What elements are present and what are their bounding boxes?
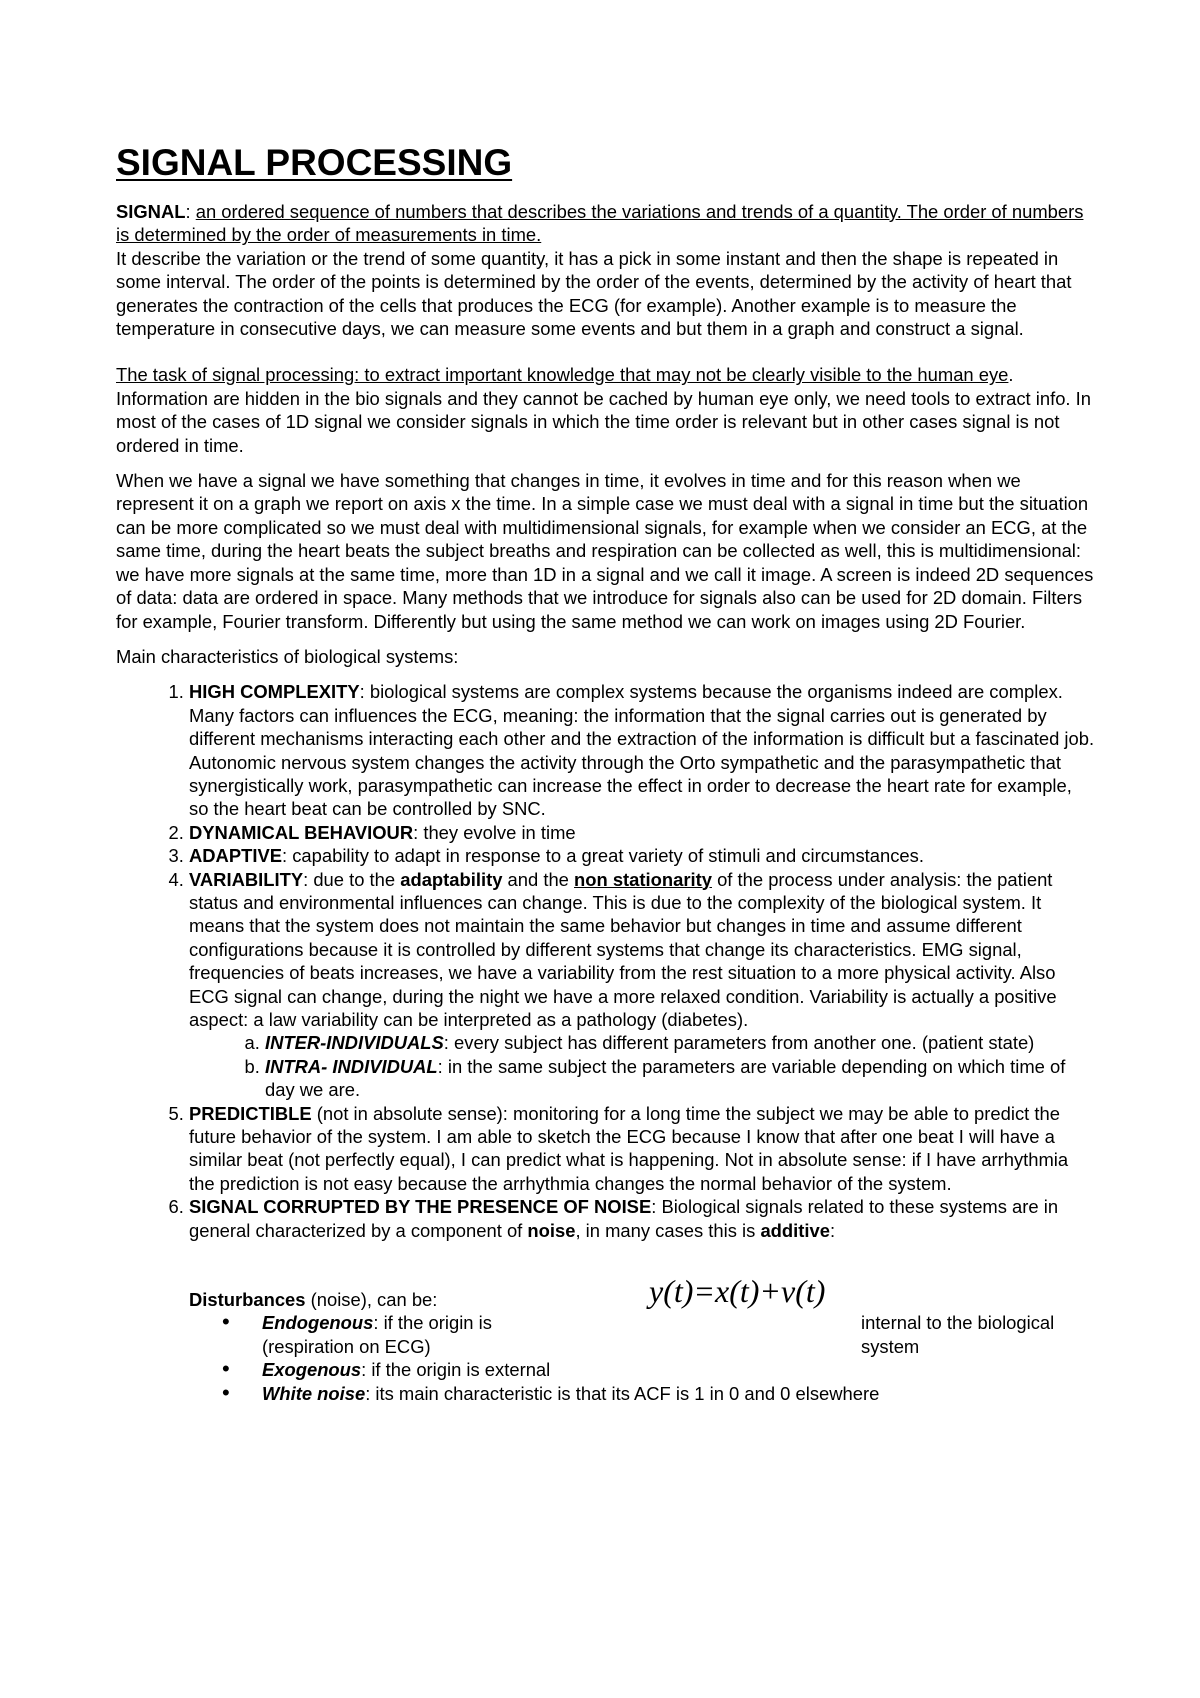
list-item-high-complexity [189, 680, 1096, 820]
item-term: DYNAMICAL BEHAVIOUR [189, 821, 414, 843]
paragraph-task [116, 363, 1096, 457]
list-item-adaptive [189, 844, 1096, 867]
list-item-predictible [189, 1102, 1096, 1196]
task-rest: . Information are hidden in the bio signals and they cannot be cached by human eye only, we need tools to extract info. In most of the cases of 1D signal we consider signals in which the time order is relevant but in other cases signal is not ordered in time. [116, 364, 1091, 456]
list-item-noise [189, 1195, 1096, 1242]
document-page [116, 140, 1096, 1405]
item-text: and the [502, 868, 575, 890]
item-term: SIGNAL CORRUPTED BY THE PRESENCE OF NOISE [189, 1196, 652, 1218]
item-text: of the process under analysis: the patient status and environmental influences can change. This is due to the complexity of the biological system. It means that the system does not maintain the same behavior but changes in time and assume different configurations because it is controlled by different systems that change its characteristics. EMG signal, frequencies of beats increases, we have a variability from the rest situation to a more physical activity. Also ECG signal can change, during the night we have a more relaxed condition. Variability is actually a positive aspect: a law variability can be interpreted as a pathology (diabetes). [189, 868, 1057, 1030]
list-item-dynamical-behaviour [189, 821, 1096, 844]
list-item-variability [189, 868, 1096, 1102]
item-bold-additive: additive [760, 1219, 830, 1241]
item-text: : Biological signals related to these systems are in general characterized by a component of [189, 1196, 1059, 1241]
sub-item-term: INTRA- INDIVIDUAL [265, 1055, 438, 1077]
variability-sublist [189, 1031, 1096, 1101]
item-text: : [829, 1219, 836, 1241]
item-text: : due to the [303, 868, 401, 890]
item-bold-non-stationarity: non stationarity [574, 868, 712, 890]
item-text: : they evolve in time [413, 821, 576, 843]
sub-item-inter-individuals [265, 1031, 1096, 1054]
bullet-text: : its main characteristic is that its ACF is 1 in 0 and 0 elsewhere [365, 1382, 880, 1404]
disturbances-heading [189, 1288, 1096, 1311]
bullet-term: White noise [262, 1382, 366, 1404]
item-text: : biological systems are complex systems because the organisms indeed are complex. Many factors can influences the ECG, meaning: the information that the signal carries out is generated by different mechanisms interacting each other and the extraction of the information is difficult but a fascinated job. Autonomic nervous system changes the activity through the Orto sympathetic and the parasympathetic that synergistically work, parasympathetic can increase the effect in order to decrease the heart rate for example, so the heart beat can be controlled by SNC. [189, 681, 1095, 820]
item-bold-adaptability: adaptability [400, 868, 503, 890]
definition-text: an ordered sequence of numbers that describes the variations and trends of a quantity. The order of numbers is determined by the order of measurements in time. [116, 201, 1084, 246]
item-term: ADAPTIVE [189, 845, 282, 867]
definition-sep: : [185, 201, 196, 222]
item-text: , in many cases this is [575, 1219, 761, 1241]
bullet-text-tail: internal to the biological system [861, 1312, 1055, 1357]
bullet-term: Endogenous [262, 1312, 374, 1334]
item-bold-noise: noise [527, 1219, 576, 1241]
bullet-exogenous [262, 1358, 1096, 1381]
item-text: : capability to adapt in response to a great variety of stimuli and circumstances. [282, 845, 924, 867]
task-underlined: The task of signal processing: to extract important knowledge that may not be clearly visible to the human eye [116, 364, 1009, 386]
bullet-term: Exogenous [262, 1359, 362, 1381]
disturbances-text: (noise), can be: [305, 1289, 438, 1311]
bullet-text: : if the origin is external [361, 1359, 551, 1381]
bullet-text: : if the origin is [373, 1312, 492, 1334]
bullet-white-noise [262, 1382, 1096, 1405]
bullet-text-continued: (respiration on ECG) [262, 1335, 431, 1357]
item-text: (not in absolute sense): monitoring for a long time the subject we may be able to predict the future behavior of the system. I am able to sketch the ECG because I know that after one beat I will have a similar beat (not perfectly equal), I can predict what is happening. Not in absolute sense: if I have arrhythmia the prediction is not easy because the arrhythmia changes the normal behavior of the system. [189, 1102, 1069, 1194]
sub-item-intra-individual [265, 1055, 1096, 1102]
characteristics-list [116, 680, 1096, 1242]
paragraph-multidimensional: When we have a signal we have something that changes in time, it evolves in time and for this reason when we represent it on a graph we report on axis x the time. In a simple case we must deal with a signal in time but the situation can be more complicated so we must deal with multidimensional signals, for example when we consider an ECG, at the same time, during the heart beats the subject breaths and respiration can be collected as well, this is multidimensional: we have more signals at the same time, more than 1D in a signal and we call it image. A screen is indeed 2D sequences of data: data are ordered in space. Many methods that we introduce for signals also can be used for 2D domain. Filters for example, Fourier transform. Differently but using the same method we can work on images using 2D Fourier. [116, 470, 1094, 632]
item-term: PREDICTIBLE [189, 1102, 312, 1124]
page-title: SIGNAL PROCESSING [116, 142, 513, 183]
disturbances-term: Disturbances [189, 1289, 306, 1311]
sub-item-text: : every subject has different parameters from another one. (patient state) [443, 1032, 1035, 1054]
paragraph-signal-description: It describe the variation or the trend of some quantity, it has a pick in some instant and then the shape is repeated in some interval. The order of the points is determined by the order of the events, determined by the activity of heart that generates the contraction of the cells that produces the ECG (for example). Another example is to measure the temperature in consecutive days, we can measure some events and but them in a graph and construct a signal. [116, 247, 1072, 340]
disturbances-list [189, 1311, 1096, 1405]
item-term: VARIABILITY [189, 868, 304, 890]
disturbances-section [189, 1273, 1096, 1405]
noise-formula: y(t)=x(t)+v(t) [649, 1273, 826, 1310]
item-term: HIGH COMPLEXITY [189, 681, 360, 703]
bullet-endogenous [262, 1311, 1096, 1358]
signal-definition [116, 200, 1096, 247]
sub-item-text: : in the same subject the parameters are variable depending on which time of day we are. [265, 1055, 1066, 1101]
sub-item-term: INTER-INDIVIDUALS [265, 1032, 444, 1054]
definition-term: SIGNAL [116, 201, 186, 222]
characteristics-heading: Main characteristics of biological systems: [116, 645, 459, 667]
